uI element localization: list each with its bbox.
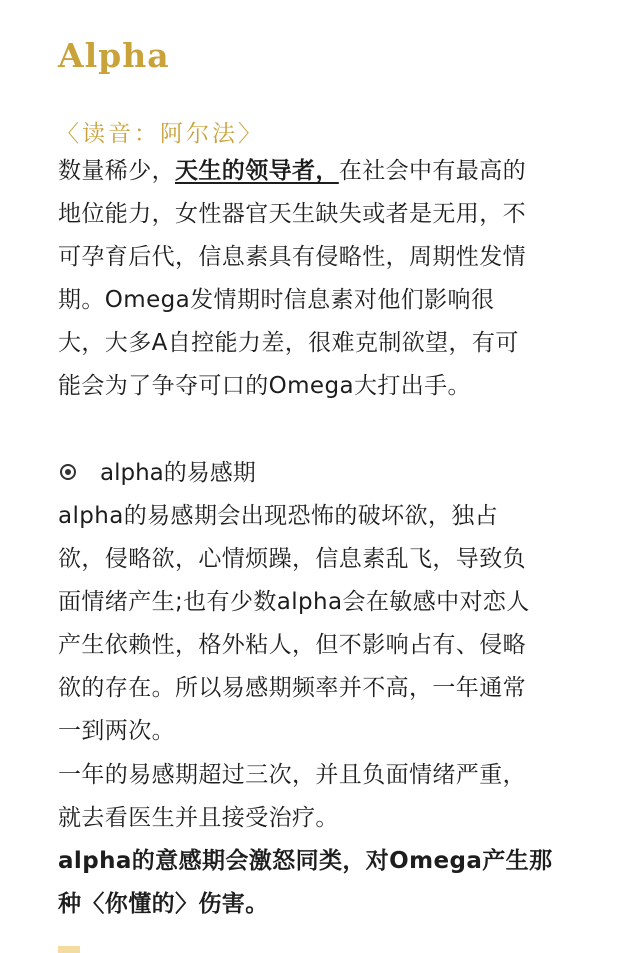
text-line: 地位能力，女性器官天生缺失或者是无用，不 (58, 201, 526, 227)
text-line: 可孕育后代，信息素具有侵略性，周期性发情 (58, 244, 526, 270)
text-line (58, 150, 598, 193)
text-segment: 数量稀少， (58, 158, 175, 184)
text-line: 大，大多A自控能力差，很难克制欲望，有可 (58, 330, 519, 356)
page-title: Alpha (58, 36, 170, 75)
treatment-paragraph (58, 754, 598, 840)
text-line: alpha的意感期会激怒同类，对Omega产生那 (58, 848, 553, 874)
text-line: 面情绪产生;也有少数alpha会在敏感中对恋人 (58, 589, 530, 615)
intro-paragraph (58, 150, 598, 408)
text-line: alpha的易感期会出现恐怖的破坏欲，独占 (58, 503, 499, 529)
pronunciation-note: 〈读音：阿尔法〉 (56, 121, 264, 147)
emphasis-text: 天生的领导者， (175, 158, 339, 184)
text-line: 一年的易感期超过三次，并且负面情绪严重， (58, 762, 526, 788)
next-section-accent-mark (58, 946, 80, 953)
radio-bullet-icon (60, 464, 76, 480)
rut-description-paragraph (58, 495, 598, 753)
text-line: 欲的存在。所以易感期频率并不高，一年通常 (58, 675, 526, 701)
text-line: 就去看医生并且接受治疗。 (58, 805, 339, 831)
bold-warning-paragraph (58, 840, 598, 926)
text-line: 能会为了争夺可口的Omega大打出手。 (58, 373, 471, 399)
section-heading (60, 452, 256, 495)
text-line: 种〈你懂的〉伤害。 (58, 891, 269, 917)
section-heading-text: alpha的易感期 (100, 460, 256, 486)
text-segment: 在社会中有最高的 (338, 158, 527, 184)
text-line: 欲，侵略欲，心情烦躁，信息素乱飞，导致负 (58, 546, 526, 572)
text-line: 一到两次。 (58, 718, 175, 744)
text-line: 产生依赖性，格外粘人，但不影响占有、侵略 (58, 632, 526, 658)
text-line: 期。Omega发情期时信息素对他们影响很 (58, 287, 495, 313)
